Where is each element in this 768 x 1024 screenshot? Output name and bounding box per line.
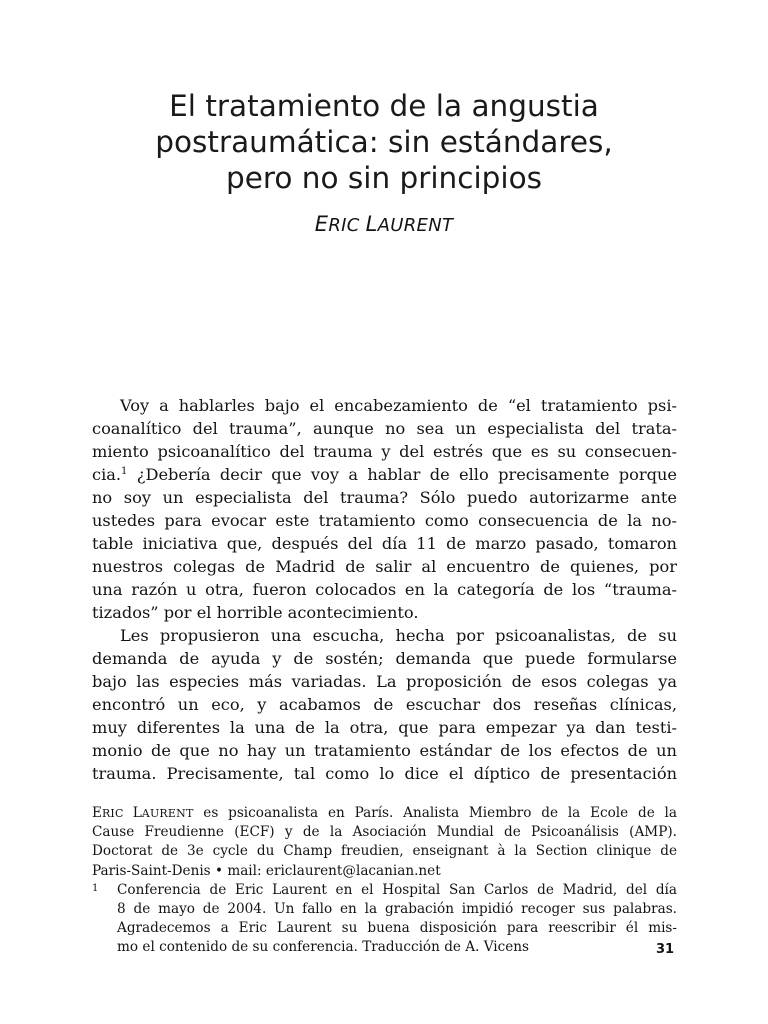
- article-title: [90, 88, 678, 196]
- title-line: postraumática: sin estándares,: [155, 125, 613, 159]
- author-bio-line: Doctorat de 3e cycle du Champ freudien, enseignant à la Section clinique de: [92, 843, 677, 860]
- body-line: Voy a hablarles bajo el encabezamiento de “el tratamiento psi-: [120, 396, 677, 415]
- author-initial: E: [314, 212, 329, 236]
- footnote-line: Conferencia de Eric Laurent en el Hospital San Carlos de Madrid, del día: [117, 881, 677, 898]
- author-initial: L: [365, 212, 378, 236]
- body-line: tizados” por el horrible acontecimiento.: [92, 603, 419, 622]
- bio-initial: E: [92, 805, 102, 821]
- body-line: [92, 463, 677, 486]
- article-author: [90, 212, 678, 236]
- bio-name-rest: RIC: [101, 807, 133, 820]
- body-line: monio de que no hay un tratamiento estándar de los efectos de un: [92, 741, 677, 760]
- body-text: cia.: [92, 465, 122, 484]
- page-notes: [92, 804, 677, 958]
- body-line: coanalítico del trauma”, aunque no sea un especialista del trata-: [92, 419, 677, 438]
- title-line: pero no sin principios: [225, 161, 543, 195]
- body-line: table iniciativa que, después del día 11 de marzo pasado, tomaron: [92, 534, 677, 553]
- body-line: trauma. Precisamente, tal como lo dice el díptico de presentación: [92, 764, 677, 783]
- author-bio-line: Cause Freudienne (ECF) y de la Asociación Mundial de Psicoanálisis (AMP).: [92, 824, 677, 841]
- body-line: ustedes para evocar este tratamiento como consecuencia de la no-: [92, 511, 677, 530]
- body-text: ¿Debería decir que voy a hablar de ello precisamente porque: [127, 465, 677, 484]
- footnote-line: Agradecemos a Eric Laurent su buena disposición para reescribir él mis-: [117, 920, 677, 937]
- body-line: encontró un eco, y acabamos de escuchar dos reseñas clínicas,: [92, 695, 677, 714]
- footnote-line: 8 de mayo de 2004. Un fallo en la grabación impidió recoger sus palabras.: [117, 900, 677, 917]
- author-last-name-rest: AURENT: [377, 215, 454, 236]
- author-bio-line: Paris-Saint-Denis • mail: ericlaurent@lacanian.net: [92, 862, 441, 879]
- footnote-reference: 1: [121, 466, 128, 477]
- footnote: [92, 881, 677, 958]
- author-first-name-rest: RIC: [328, 215, 366, 236]
- body-line: nuestros colegas de Madrid de salir al encuentro de quienes, por: [92, 557, 677, 576]
- author-bio-line: [92, 804, 677, 823]
- body-line: una razón u otra, fueron colocados en la categoría de los “trauma-: [92, 580, 677, 599]
- body-line: miento psicoanalítico del trauma y del estrés que es su consecuen-: [92, 442, 677, 461]
- footnote-line: mo el contenido de su conferencia. Traducción de A. Vicens: [117, 939, 530, 956]
- title-line: El tratamiento de la angustia: [169, 89, 599, 123]
- body-line: muy diferentes la una de la otra, que para empezar ya dan testi-: [92, 718, 677, 737]
- page-number: 31: [656, 942, 675, 957]
- body-line: demanda de ayuda y de sostén; demanda que puede formularse: [92, 649, 677, 668]
- body-line: bajo las especies más variadas. La proposición de esos colegas ya: [92, 672, 677, 691]
- bio-initial: L: [132, 805, 142, 821]
- bio-name-rest: AURENT: [141, 807, 194, 820]
- article-body: [92, 394, 677, 785]
- footnote-mark: 1: [92, 882, 99, 894]
- body-line: Les propusieron una escucha, hecha por psicoanalistas, de su: [120, 626, 677, 645]
- bio-text: es psicoanalista en París. Analista Miembro de la Ecole de la: [193, 805, 677, 821]
- body-line: no soy un especialista del trauma? Sólo puedo autorizarme ante: [92, 488, 677, 507]
